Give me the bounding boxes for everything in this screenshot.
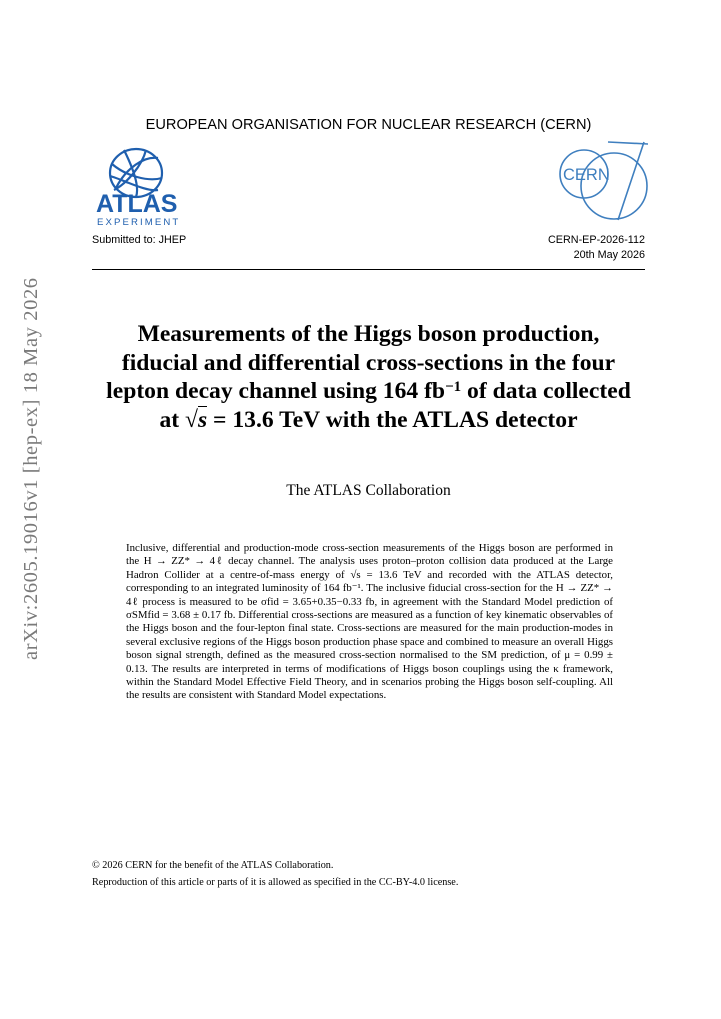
- title-exponent: −1: [445, 379, 462, 395]
- abstract-text: Inclusive, differential and production-mode cross-section measurements of the Higgs boson are performed in the H → ZZ* → 4ℓ decay channel. The analysis uses proton–proton collision data produced at the Large Hadron Collider at a centre-of-mass energy of √s = 13.6 TeV and recorded with the ATLAS detector, corresponding to an integrated luminosity of 164 fb⁻¹. The inclusive fiducial cross-section for the H → ZZ* → 4ℓ process is measured to be σfid = 3.65+0.35−0.33 fb, in agreement with the Standard Model prediction of σSMfid = 3.68 ± 0.17 fb. Differential cross-sections are measured as a function of key kinematic observables of the Higgs boson and the four-lepton final state. Cross-sections are measured for the main production-modes in several exclusive regions of the Higgs boson production phase space and combined to measure an overall Higgs boson signal strength, defined as the measured cross-section normalised to the SM prediction, of μ = 0.99 ± 0.13. The results are interpreted in terms of modifications of Higgs boson couplings using the κ framework, within the Standard Model Effective Field Theory, and in scenarios probing the Higgs boson self-coupling. All the results are consistent with Standard Model expectations.: [126, 542, 613, 702]
- title-line-4: [82, 406, 655, 435]
- license-notice: Reproduction of this article or parts of it is allowed as specified in the CC-BY-4.0 license.: [92, 877, 459, 888]
- paper-title: [82, 320, 655, 434]
- sqrt-s-symbol: √s: [185, 406, 208, 433]
- header-divider: [92, 269, 645, 270]
- title-line-3-tail: of data collected: [461, 378, 631, 404]
- organisation-header: EUROPEAN ORGANISATION FOR NUCLEAR RESEARCH (CERN): [145, 117, 592, 133]
- title-line-2: fiducial and differential cross-sections in the four: [121, 349, 616, 376]
- copyright-notice: © 2026 CERN for the benefit of the ATLAS Collaboration.: [92, 860, 334, 871]
- submission-journal: Submitted to: JHEP: [92, 234, 187, 246]
- title-line-4-lead: at: [159, 406, 185, 433]
- cern-wordmark: CERN: [563, 166, 610, 184]
- title-line-1: Measurements of the Higgs boson production,: [137, 321, 600, 347]
- title-line-3: [82, 377, 655, 406]
- arxiv-identifier-stamp: arXiv:2605.19016v1 [hep-ex] 18 May 2026: [20, 277, 42, 660]
- report-date: 20th May 2026: [573, 249, 645, 261]
- cern-logo: [556, 140, 648, 222]
- atlas-logo: [96, 146, 186, 230]
- atlas-experiment-label: EXPERIMENT: [97, 217, 181, 228]
- author-collaboration: The ATLAS Collaboration: [286, 482, 451, 499]
- sqrt-s-variable: s: [197, 406, 208, 433]
- title-line-3-text: lepton decay channel using 164 fb: [106, 378, 446, 404]
- abstract: [126, 542, 613, 703]
- title-line-4-tail: = 13.6 TeV with the ATLAS detector: [207, 406, 578, 433]
- cern-ring-icon: [556, 140, 648, 222]
- atlas-globe-icon: [96, 146, 186, 230]
- report-number: CERN-EP-2026-112: [547, 234, 645, 246]
- atlas-wordmark: ATLAS: [96, 190, 178, 218]
